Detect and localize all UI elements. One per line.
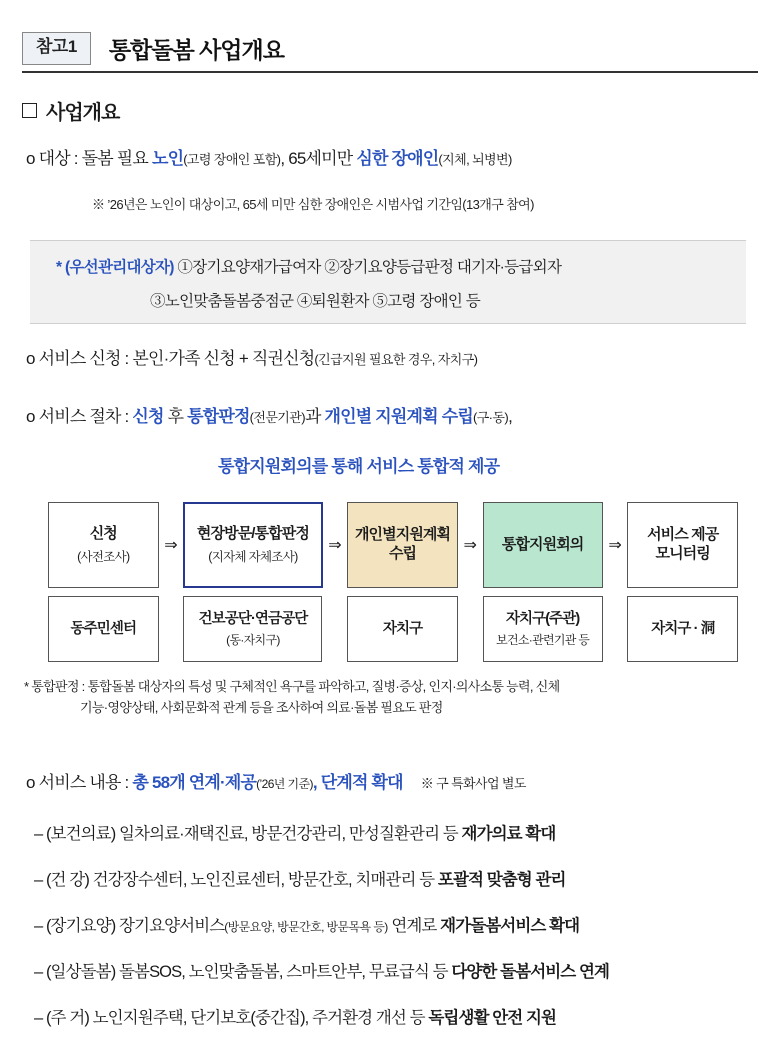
responsible-org-row bbox=[48, 596, 738, 662]
flow-step-3-title-2: 수립 bbox=[388, 545, 417, 562]
spacer-1 bbox=[159, 596, 184, 662]
process-blue-4: 수립 bbox=[441, 407, 473, 426]
flow-step-4-title: 통합지원회의 bbox=[501, 535, 584, 553]
services-header bbox=[26, 768, 526, 793]
flow-step-2-title: 현장방문/통합판정 bbox=[196, 524, 309, 542]
service-row-3 bbox=[34, 912, 579, 936]
service-row-3-body-small: (방문요양, 방문간호, 방문목욕 등) bbox=[224, 920, 388, 934]
footnote-block bbox=[24, 676, 748, 719]
flow-step-1-title: 신청 bbox=[89, 524, 117, 542]
service-row-2-tail: 포괄적 맞춤형 관리 bbox=[437, 871, 566, 889]
process-line-2: 통합지원회의를 통해 서비스 통합적 제공 bbox=[218, 457, 500, 476]
process-comma: , bbox=[508, 407, 513, 426]
flow-step-2 bbox=[183, 502, 322, 588]
service-row-1 bbox=[34, 820, 555, 844]
application-body: 본인·가족 신청 + 직권신청 bbox=[132, 349, 315, 368]
service-row-2 bbox=[34, 866, 566, 890]
priority-target-panel bbox=[30, 240, 746, 324]
service-row-2-lead: – (건 강) bbox=[34, 871, 89, 889]
process-blue-2: 통합판정 bbox=[187, 407, 250, 426]
org-cell-1-title: 동주민센터 bbox=[70, 620, 137, 637]
footnote-line-2: 기능·영양상태, 사회문화적 관계 등을 조사하여 의료·돌봄 필요도 판정 bbox=[80, 700, 443, 716]
org-cell-1 bbox=[48, 596, 159, 662]
section-heading-label: 사업개요 bbox=[46, 102, 120, 124]
reference-badge: 참고1 bbox=[22, 32, 91, 65]
service-row-5-tail: 독립생활 안전 지원 bbox=[428, 1009, 557, 1027]
flow-step-1-sub: (사전조사) bbox=[77, 550, 130, 565]
section-heading bbox=[22, 96, 119, 125]
org-cell-3 bbox=[347, 596, 458, 662]
service-row-1-tail: 재가의료 확대 bbox=[461, 825, 556, 843]
target-note: ※ ’26년은 노인이 대상이고, 65세 미만 심한 장애인은 시범사업 기간임(13개구 참여) bbox=[92, 197, 534, 212]
service-row-2-body: 건강장수센터, 노인진료센터, 방문간호, 치매관리 등 bbox=[92, 871, 435, 889]
spacer-3 bbox=[458, 596, 483, 662]
service-row-5 bbox=[34, 1004, 556, 1028]
service-row-3-body-2: 연계로 bbox=[391, 917, 437, 935]
org-cell-3-title: 자치구 bbox=[382, 620, 423, 637]
service-row-3-lead: – (장기요양) bbox=[34, 917, 116, 935]
process-text-1: 후 bbox=[167, 407, 184, 426]
services-count-paren: (’26년 기준) bbox=[256, 777, 313, 791]
service-row-4-lead: – (일상돌봄) bbox=[34, 963, 116, 981]
org-cell-2-title: 건보공단·연금공단 bbox=[198, 610, 308, 627]
priority-line-1-text: ①장기요양재가급여자 ②장기요양등급판정 대기자·등급외자 bbox=[177, 259, 562, 276]
target-label: o 대상 : 돌봄 필요 bbox=[26, 149, 149, 168]
footnote-line-1: * 통합판정 : 통합돌봄 대상자의 특성 및 구체적인 욕구를 파악하고, 질병·증상, 인지·의사소통 능력, 신체 bbox=[24, 679, 560, 694]
org-cell-4-title: 자치구(주관) bbox=[505, 610, 580, 627]
arrow-icon-2: ⇒ bbox=[328, 537, 342, 554]
target-mid: , 65세미만 bbox=[280, 149, 353, 168]
services-count: 총 58개 연계·제공 bbox=[132, 773, 257, 792]
org-cell-5 bbox=[627, 596, 738, 662]
service-row-4 bbox=[34, 958, 609, 982]
service-row-3-body: 장기요양서비스 bbox=[119, 917, 225, 935]
flow-step-2-sub: (지자체 자체조사) bbox=[208, 550, 298, 565]
service-row-5-lead: – (주 거) bbox=[34, 1009, 89, 1027]
services-label: o 서비스 내용 : bbox=[26, 773, 129, 792]
services-note: ※ 구 특화사업 별도 bbox=[420, 776, 526, 791]
process-line-1 bbox=[26, 402, 512, 427]
application-paren: (긴급지원 필요한 경우, 자치구) bbox=[314, 352, 478, 367]
org-cell-2 bbox=[183, 596, 322, 662]
arrow-icon-3: ⇒ bbox=[463, 537, 477, 554]
flow-step-3 bbox=[347, 502, 458, 588]
arrow-icon-1: ⇒ bbox=[164, 537, 178, 554]
square-bullet-icon bbox=[22, 103, 37, 118]
process-label: o 서비스 절차 : bbox=[26, 407, 129, 426]
priority-line-2: ③노인맞춤돌봄중점군 ④퇴원환자 ⑤고령 장애인 등 bbox=[150, 293, 481, 310]
service-row-5-body: 노인지원주택, 단기보호(중간집), 주거환경 개선 등 bbox=[92, 1009, 425, 1027]
process-blue-1: 신청 bbox=[132, 407, 164, 426]
service-row-3-tail: 재가돌봄서비스 확대 bbox=[440, 917, 580, 935]
document-header bbox=[22, 32, 758, 73]
flow-step-4 bbox=[483, 502, 603, 588]
process-text-2: 과 bbox=[304, 407, 321, 426]
page-title: 통합돌봄 사업개요 bbox=[108, 37, 284, 63]
process-paren-2: (구·동) bbox=[472, 410, 509, 425]
service-row-1-body: 일차의료·재택진료, 방문건강관리, 만성질환관리 등 bbox=[119, 825, 458, 843]
org-cell-2-sub: (동·자치구) bbox=[226, 633, 280, 648]
application-line bbox=[26, 344, 477, 369]
target-line bbox=[26, 144, 512, 169]
process-flow-diagram bbox=[48, 502, 738, 588]
spacer-2 bbox=[322, 596, 347, 662]
flow-step-5-title-2: 모니터링 bbox=[655, 545, 710, 562]
flow-step-1 bbox=[48, 502, 159, 588]
application-label: o 서비스 신청 : bbox=[26, 349, 129, 368]
spacer-4 bbox=[603, 596, 628, 662]
process-blue-3: 개인별 지원계획 bbox=[324, 407, 438, 426]
flow-step-3-title: 개인별지원계획 bbox=[354, 526, 451, 544]
service-row-4-body: 돌봄SOS, 노인맞춤돌봄, 스마트안부, 무료급식 등 bbox=[119, 963, 448, 981]
priority-line-1 bbox=[56, 255, 561, 277]
priority-star-label: * (우선관리대상자) bbox=[56, 259, 174, 276]
target-paren-1: (고령 장애인 포함) bbox=[183, 152, 281, 167]
arrow-icon-4: ⇒ bbox=[608, 537, 622, 554]
org-cell-4-sub: 보건소·관련기관 등 bbox=[496, 633, 590, 648]
services-rest: , 단계적 확대 bbox=[312, 773, 403, 792]
target-blue-1: 노인 bbox=[151, 149, 184, 168]
org-cell-5-title: 자치구 · 洞 bbox=[651, 620, 715, 637]
flow-step-5 bbox=[627, 502, 738, 588]
target-paren-2: (지체, 뇌병변) bbox=[438, 152, 512, 167]
org-cell-4 bbox=[483, 596, 603, 662]
service-row-4-tail: 다양한 돌봄서비스 연계 bbox=[451, 963, 610, 981]
process-paren-1: (전문기관) bbox=[249, 410, 305, 425]
service-row-1-lead: – (보건의료) bbox=[34, 825, 116, 843]
flow-step-5-title: 서비스 제공 bbox=[647, 526, 719, 544]
target-blue-2: 심한 장애인 bbox=[356, 149, 439, 168]
